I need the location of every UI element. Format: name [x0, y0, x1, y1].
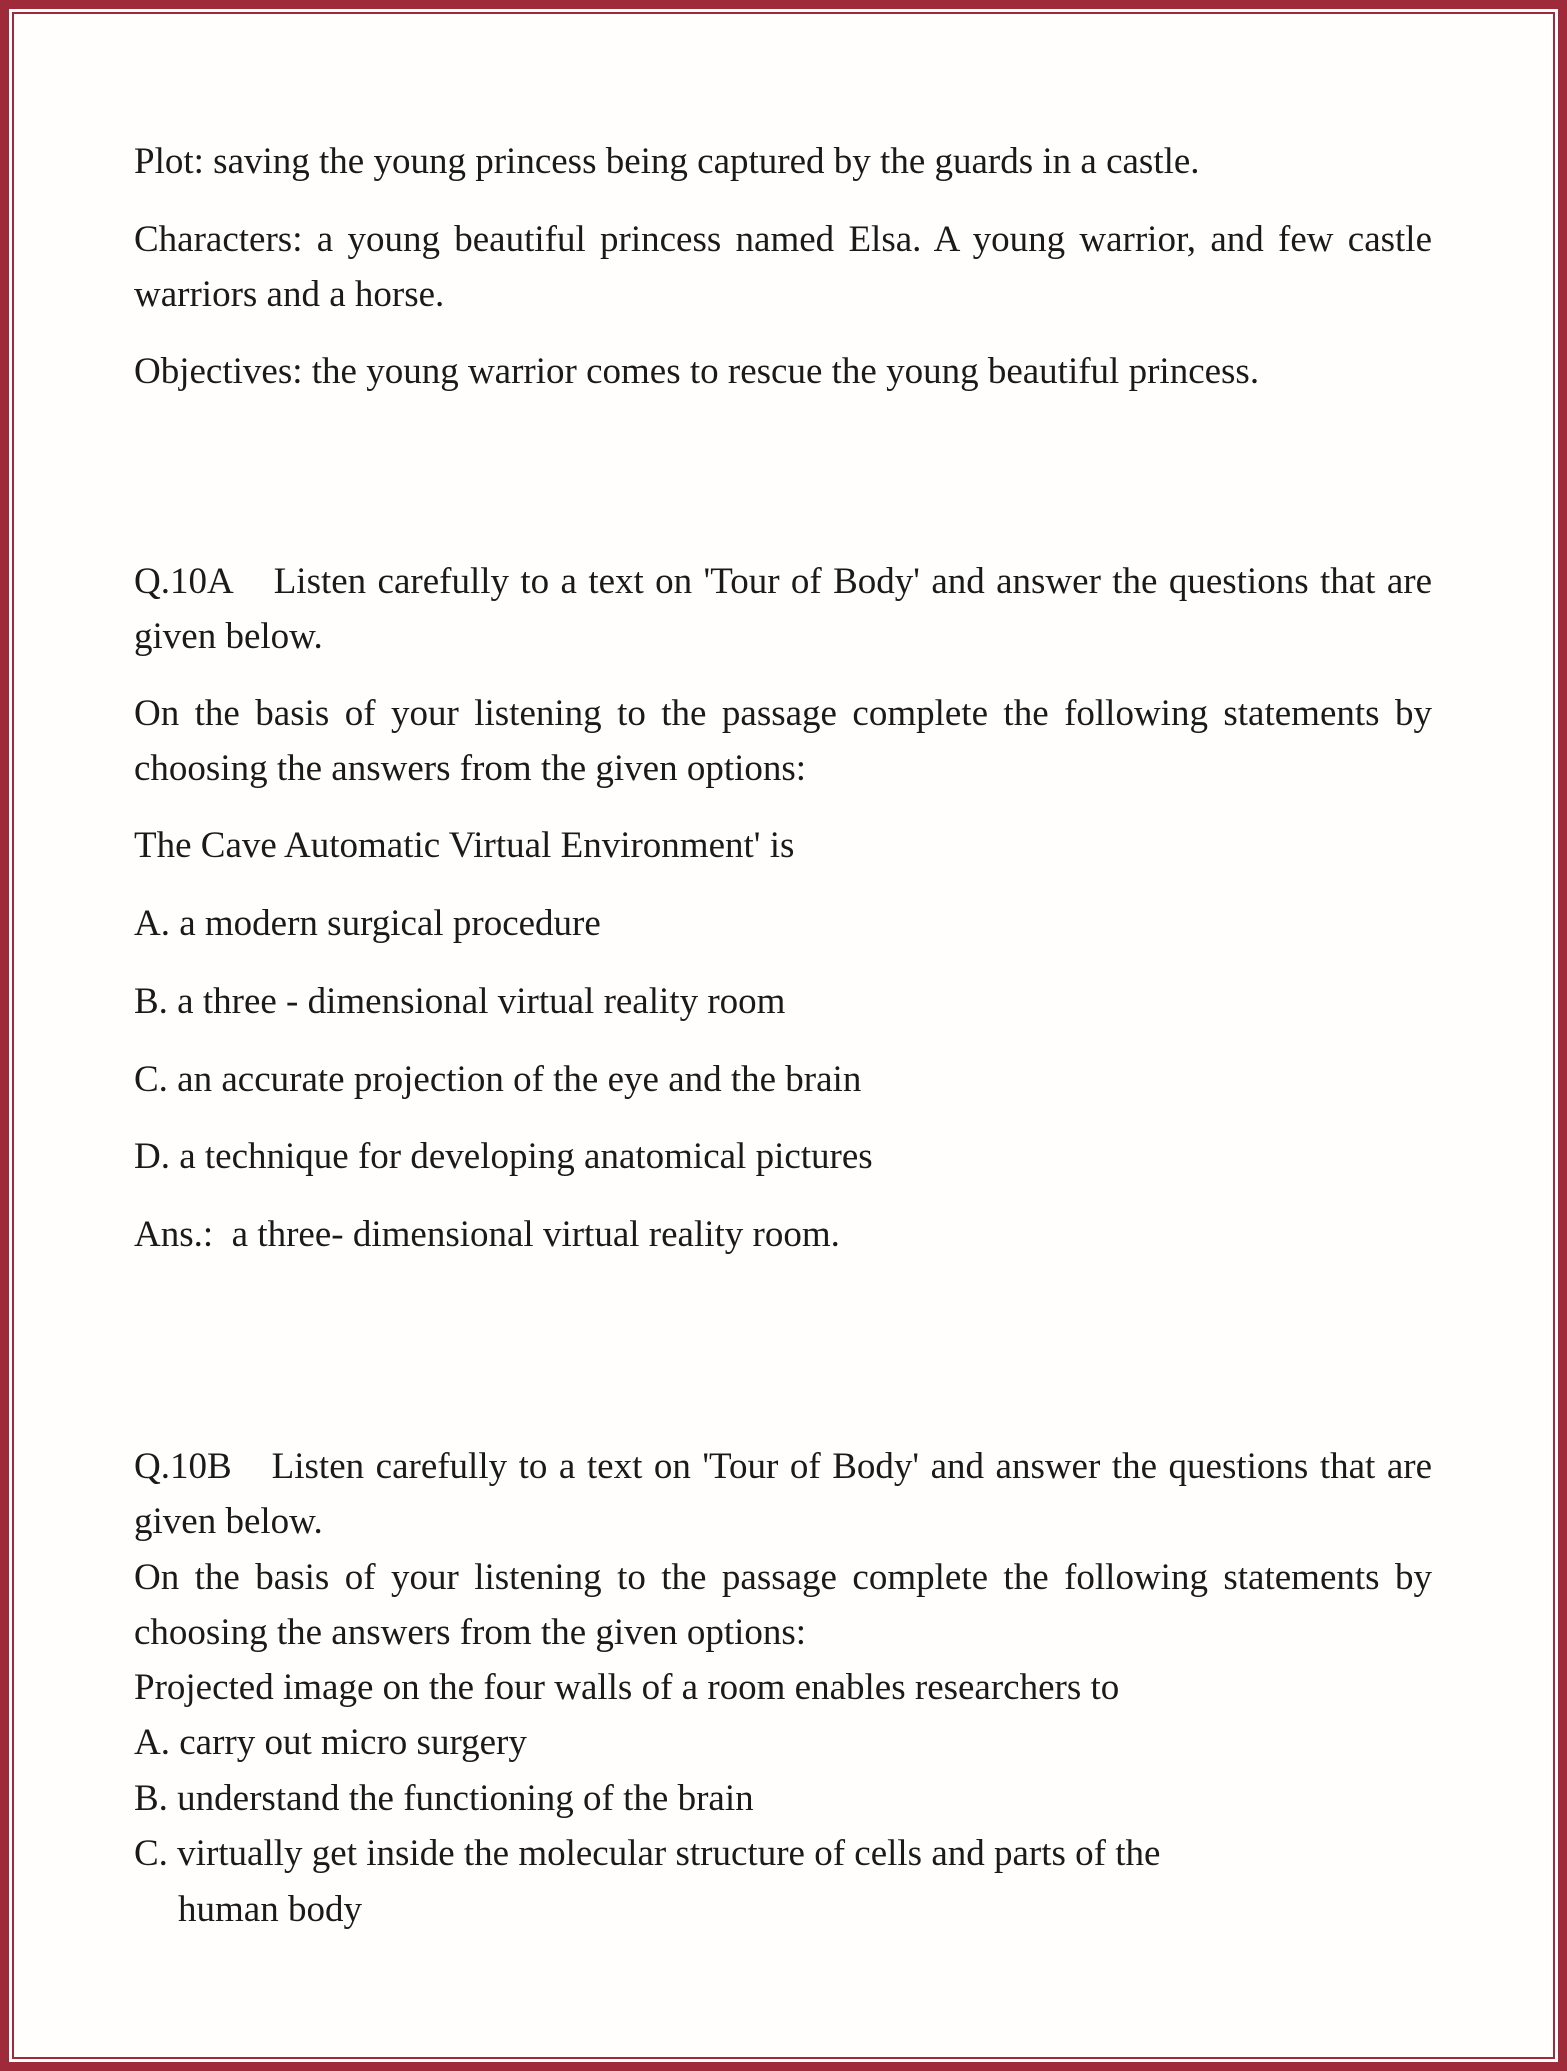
q10a-label: Q.10A: [134, 561, 234, 602]
q10a-prompt-text: Listen carefully to a text on 'Tour of Body' and answer the questions that are given below.: [134, 561, 1432, 657]
q10a-option-b: B. a three - dimensional virtual reality room: [134, 981, 786, 1022]
q10b-option-b: B. understand the functioning of the brain: [134, 1778, 754, 1819]
q10a-stem: The Cave Automatic Virtual Environment' is: [134, 825, 795, 866]
q10a-option-d: D. a technique for developing anatomical pictures: [134, 1136, 873, 1177]
q10b-instruction: On the basis of your listening to the passage complete the following statements by choosing the answers from the given options:: [134, 1557, 1432, 1653]
q10a-answer: Ans.: a three- dimensional virtual reality room.: [134, 1214, 840, 1255]
q10a-option-a: A. a modern surgical procedure: [134, 903, 601, 944]
q10b-option-a: A. carry out micro surgery: [134, 1722, 527, 1763]
q10a-prompt: [134, 554, 1432, 664]
q10b-option-c-continued: human body: [178, 1889, 362, 1930]
story-plot: Plot: saving the young princess being captured by the guards in a castle.: [134, 141, 1200, 182]
q10b-prompt: [134, 1439, 1432, 1549]
q10b-stem: Projected image on the four walls of a room enables researchers to: [134, 1667, 1120, 1708]
q10b-prompt-text: Listen carefully to a text on 'Tour of Body' and answer the questions that are given below.: [134, 1446, 1432, 1542]
story-characters: Characters: a young beautiful princess named Elsa. A young warrior, and few castle warriors and a horse.: [134, 219, 1432, 315]
story-objectives: Objectives: the young warrior comes to rescue the young beautiful princess.: [134, 351, 1260, 392]
q10a-instruction: On the basis of your listening to the passage complete the following statements by choosing the answers from the given options:: [134, 693, 1432, 789]
q10b-option-c: C. virtually get inside the molecular structure of cells and parts of the: [134, 1833, 1161, 1874]
q10b-label: Q.10B: [134, 1446, 232, 1487]
q10a-option-c: C. an accurate projection of the eye and the brain: [134, 1059, 862, 1100]
